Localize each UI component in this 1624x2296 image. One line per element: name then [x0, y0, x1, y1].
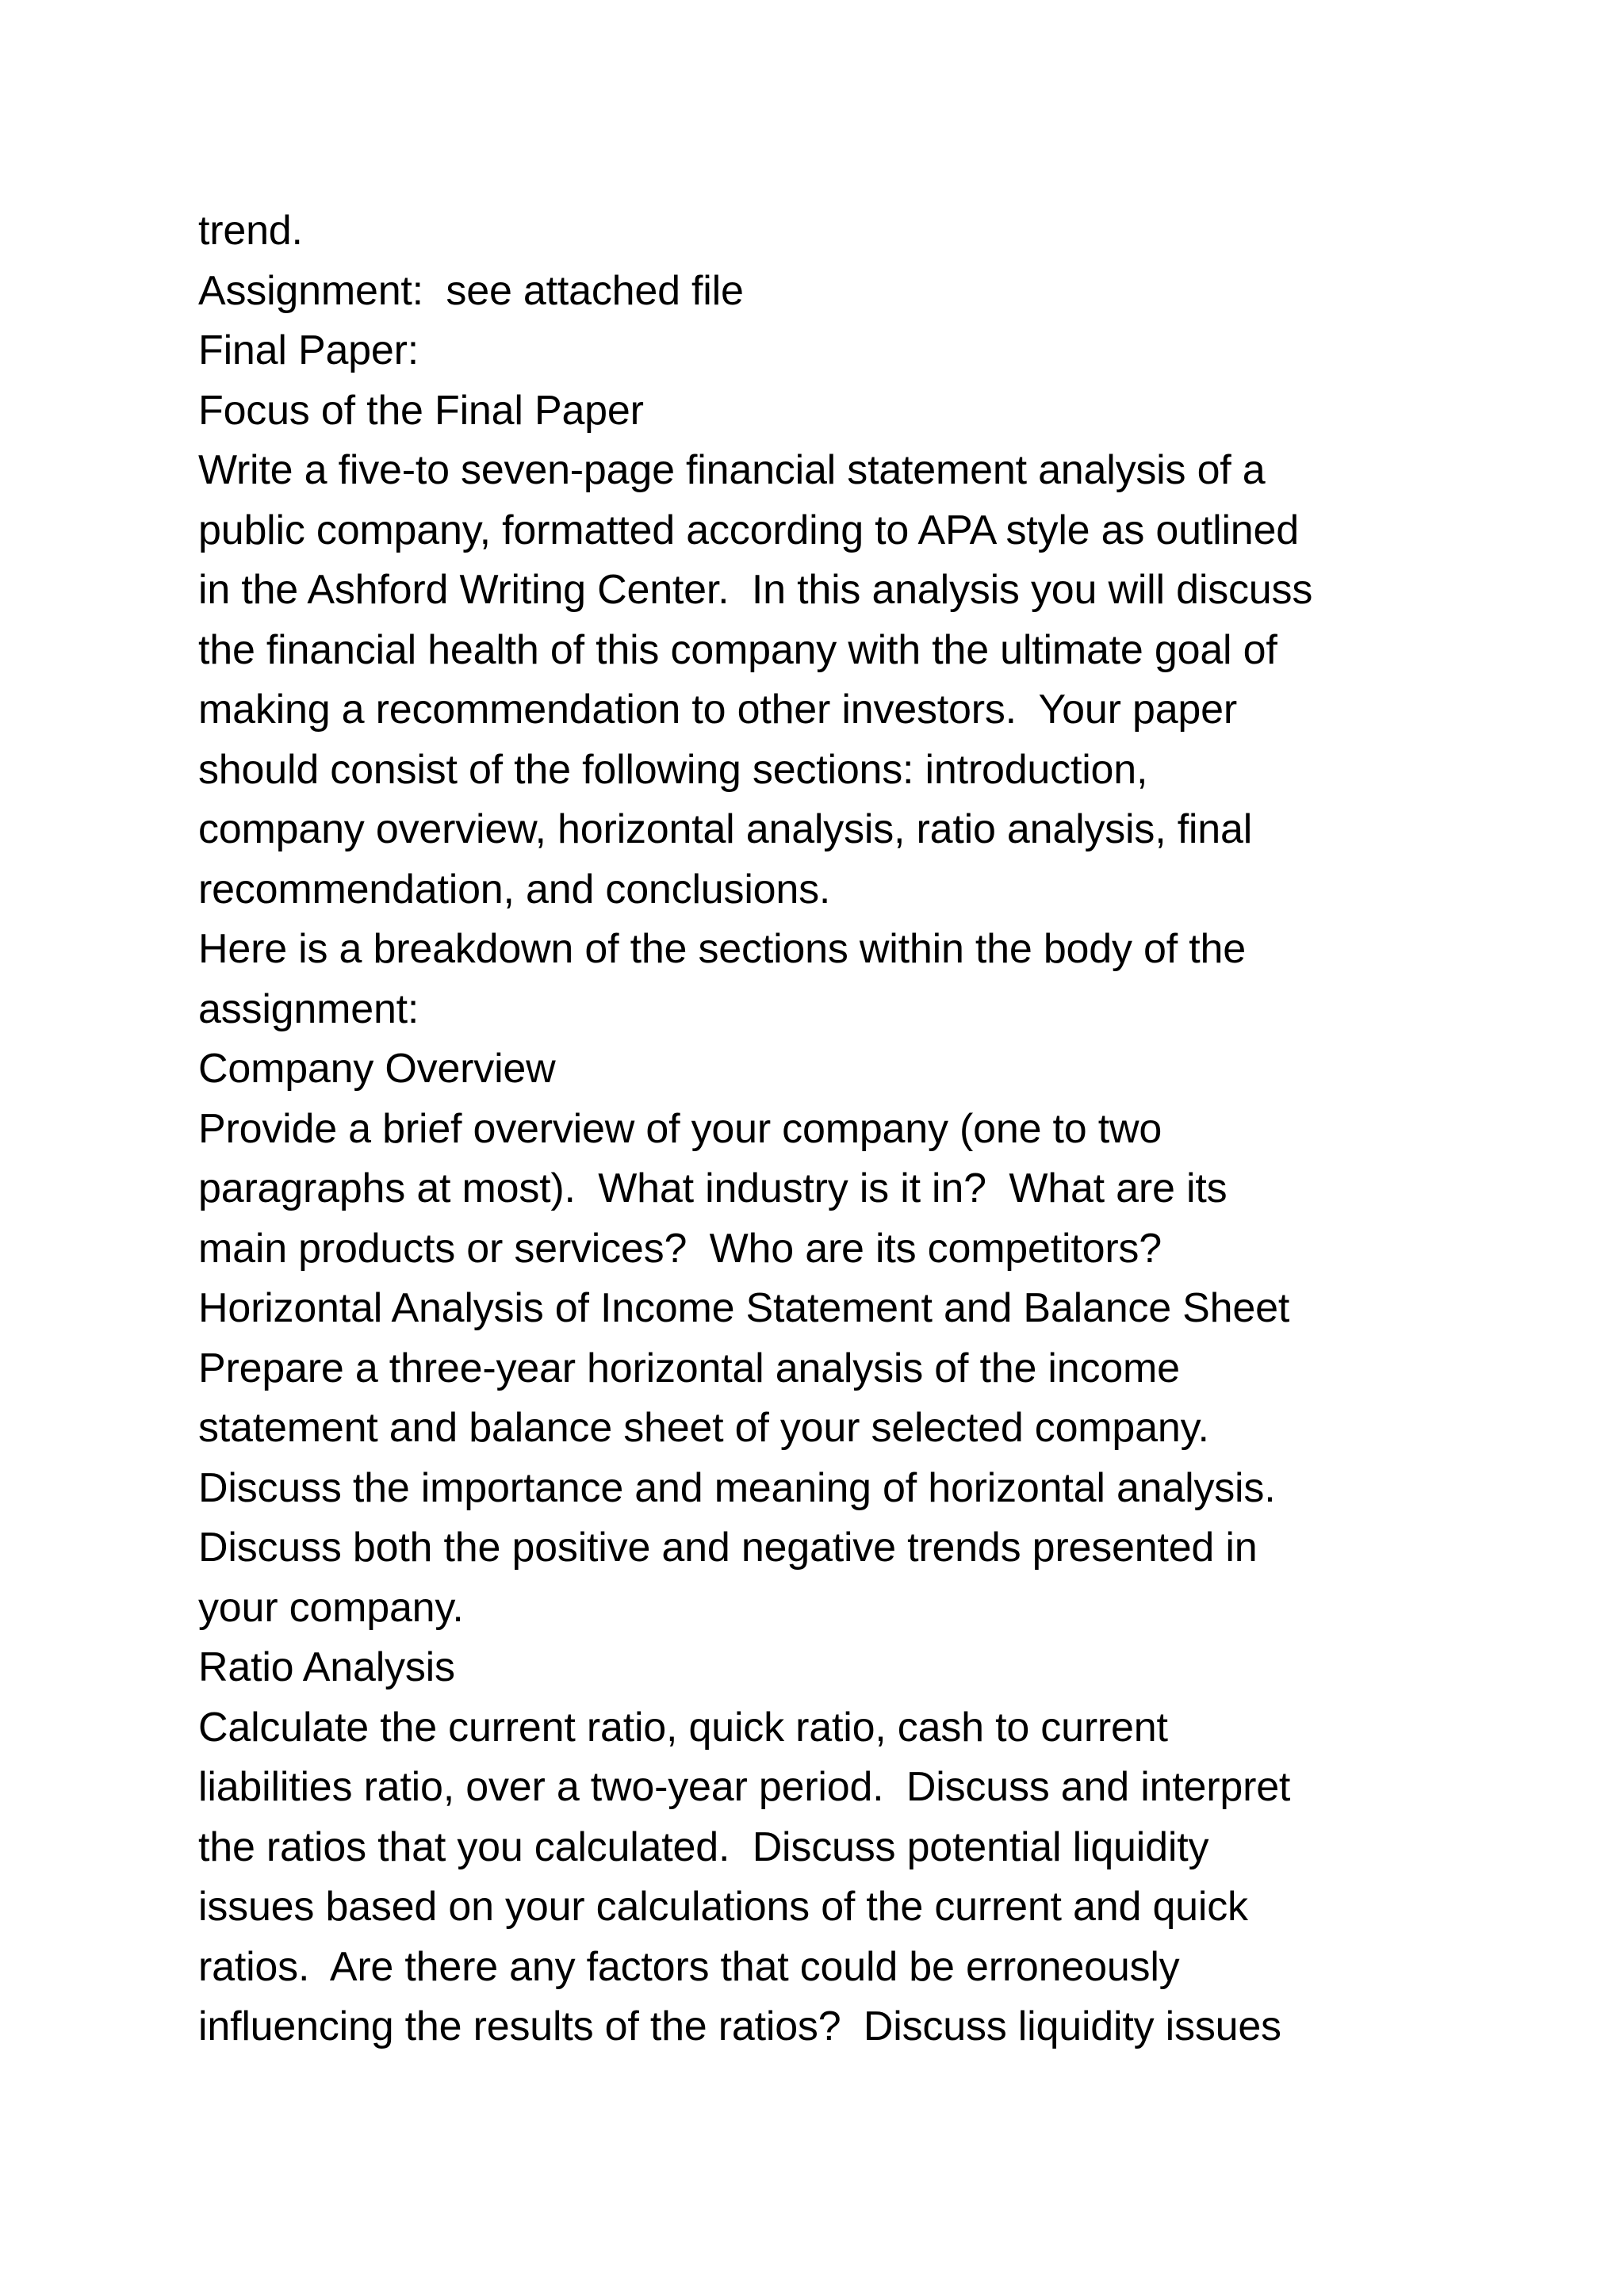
text-line: statement and balance sheet of your selected company. [198, 1405, 1209, 1451]
text-line: influencing the results of the ratios? Discuss liquidity issues [198, 2003, 1281, 2049]
text-line: making a recommendation to other investors. Your paper [198, 687, 1237, 733]
text-line: Prepare a three-year horizontal analysis of the income [198, 1345, 1180, 1391]
section-heading: Focus of the Final Paper [198, 387, 644, 434]
text-line: trend. [198, 208, 303, 254]
text-line: recommendation, and conclusions. [198, 866, 831, 913]
text-line: issues based on your calculations of the current and quick [198, 1884, 1248, 1930]
section-heading: Company Overview [198, 1046, 556, 1092]
text-line: company overview, horizontal analysis, ratio analysis, final [198, 806, 1253, 852]
text-line: paragraphs at most). What industry is it in? What are its [198, 1165, 1228, 1211]
text-line: Assignment: see attached file [198, 267, 744, 314]
text-line: ratios. Are there any factors that could be erroneously [198, 1943, 1180, 1990]
text-line: Final Paper: [198, 327, 419, 373]
text-line: your company. [198, 1584, 464, 1631]
section-heading: Horizontal Analysis of Income Statement and Balance Sheet [198, 1285, 1290, 1331]
text-line: the financial health of this company with the ultimate goal of [198, 626, 1277, 673]
section-heading: Ratio Analysis [198, 1644, 455, 1690]
text-line: Discuss the importance and meaning of horizontal analysis. [198, 1464, 1276, 1511]
text-line: liabilities ratio, over a two-year period. Discuss and interpret [198, 1764, 1291, 1810]
text-line: Write a five-to seven-page financial statement analysis of a [198, 447, 1266, 493]
text-line: main products or services? Who are its competitors? [198, 1225, 1162, 1272]
text-line: Provide a brief overview of your company (one to two [198, 1105, 1162, 1152]
text-line: the ratios that you calculated. Discuss potential liquidity [198, 1823, 1209, 1870]
text-line: Calculate the current ratio, quick ratio, cash to current [198, 1704, 1168, 1751]
text-line: Discuss both the positive and negative trends presented in [198, 1525, 1258, 1571]
text-line: public company, formatted according to APA style as outlined [198, 507, 1299, 553]
text-line: in the Ashford Writing Center. In this analysis you will discuss [198, 567, 1313, 613]
text-line: should consist of the following sections: introduction, [198, 746, 1148, 793]
text-line: Here is a breakdown of the sections within the body of the [198, 926, 1246, 972]
document-text [198, 201, 1507, 2057]
text-line: assignment: [198, 985, 419, 1032]
